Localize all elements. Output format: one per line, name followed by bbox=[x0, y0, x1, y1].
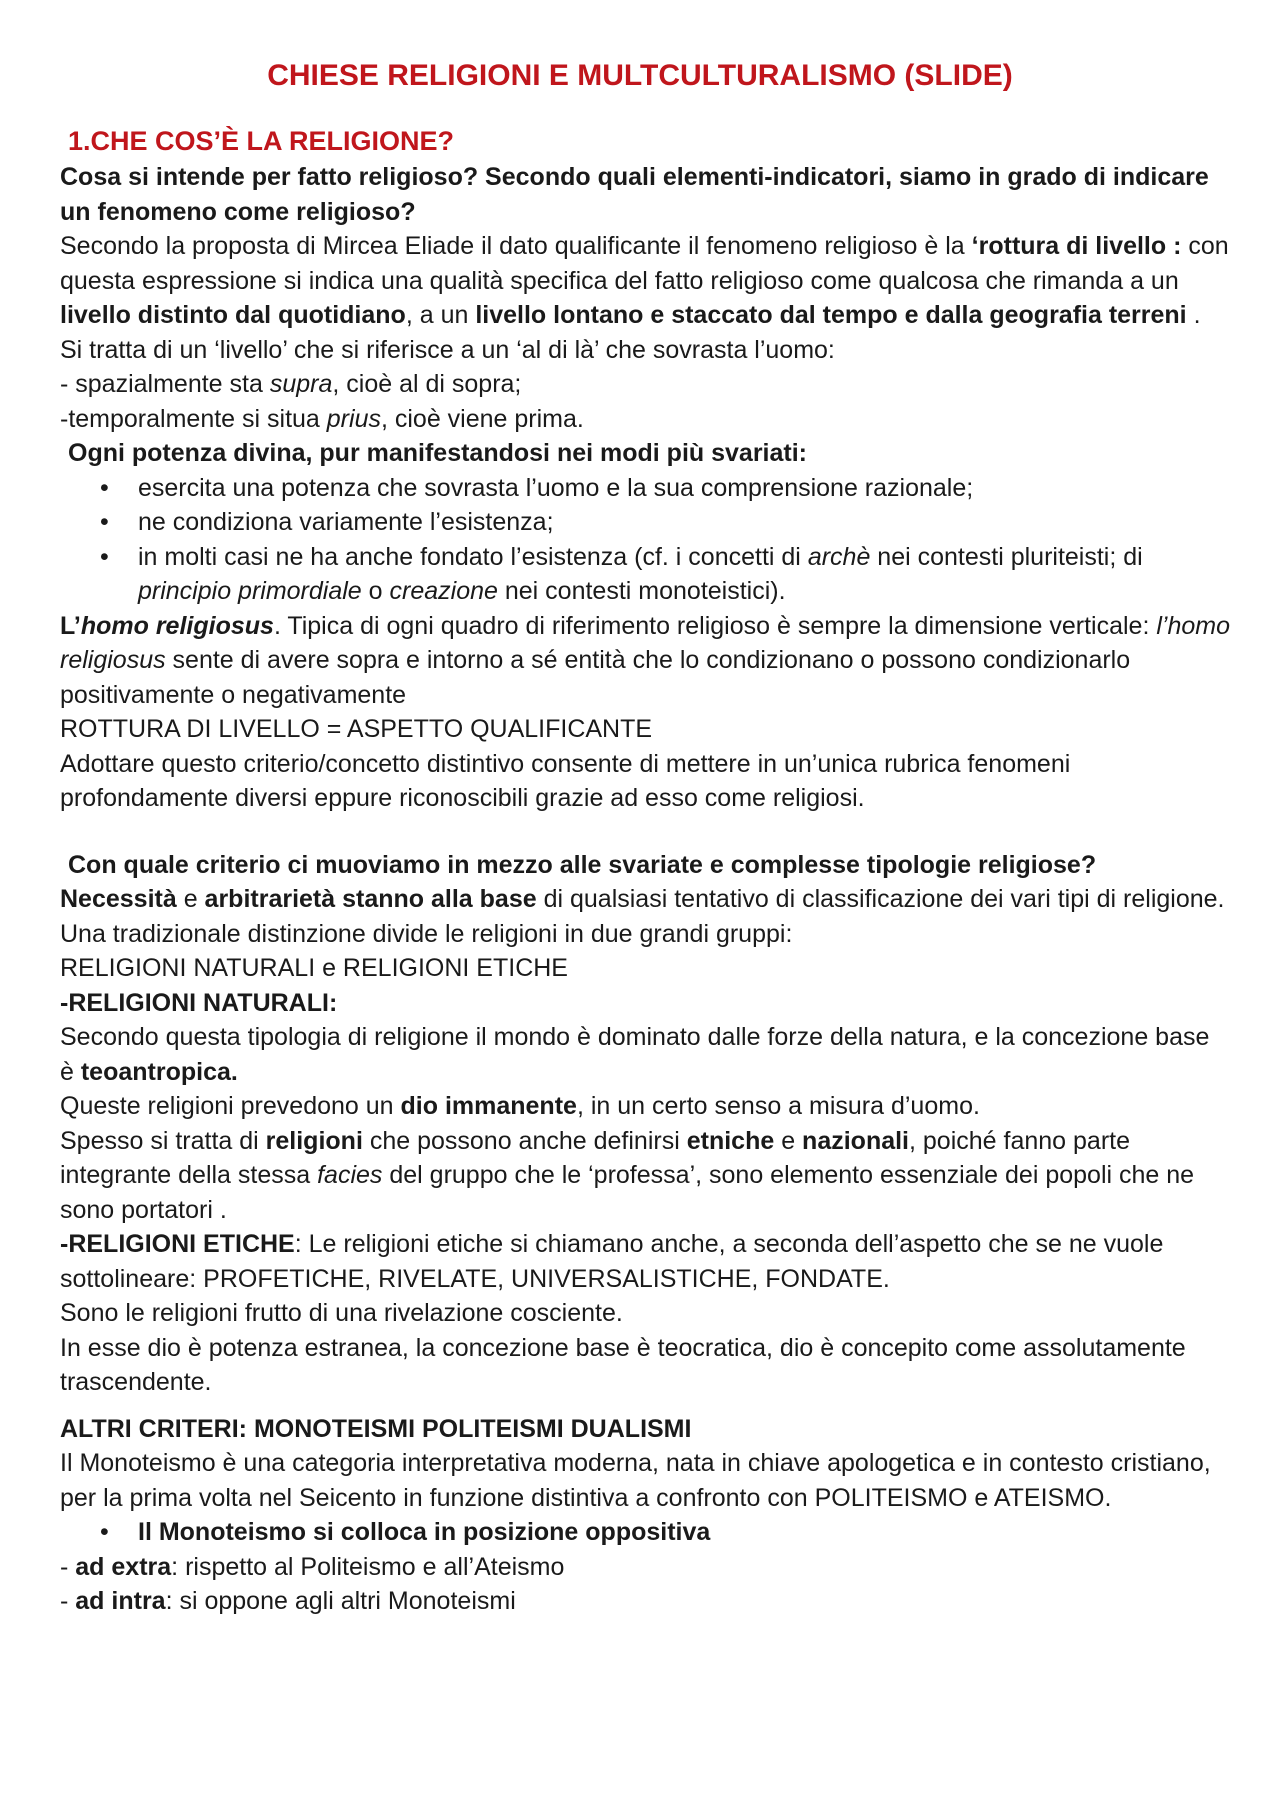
italic-span: principio primordiale bbox=[138, 577, 362, 605]
text-span: - bbox=[60, 1552, 76, 1581]
etiche-paragraph-2: Sono le religioni frutto di una rivelazione cosciente. bbox=[60, 1299, 623, 1327]
spacer bbox=[60, 816, 1230, 848]
text-span: Tipica di ogni quadro di riferimento religioso è sempre la dimensione verticale: bbox=[280, 611, 1157, 640]
text-span: -temporalmente si situa bbox=[60, 404, 327, 433]
text-span: - spazialmente sta bbox=[60, 370, 270, 398]
text-span: nei contesti pluriteisti; di bbox=[870, 542, 1143, 571]
necessita-paragraph bbox=[60, 882, 1230, 917]
text-span: e bbox=[774, 1126, 803, 1155]
bullet-icon: • bbox=[100, 473, 109, 502]
temporal-line bbox=[60, 402, 1230, 437]
bold-span: livello lontano e staccato dal tempo e dalla geografia terreni bbox=[475, 301, 1187, 329]
text-span: Secondo questa tipologia di religione il mondo è dominato dalle forze della natura, e la concezione base è bbox=[60, 1023, 1210, 1086]
text-span: - bbox=[60, 1587, 76, 1615]
bold-span: ‘rottura di livello : bbox=[971, 232, 1182, 260]
text-span: . bbox=[1186, 301, 1201, 329]
bold-span: livello distinto dal quotidiano bbox=[60, 301, 406, 329]
text-span: : rispetto al Politeismo e all’Ateismo bbox=[171, 1552, 565, 1581]
text-span: , in un certo senso a misura d’uomo. bbox=[576, 1092, 980, 1120]
naturali-paragraph-2 bbox=[60, 1089, 1230, 1124]
bold-span: Il Monoteismo si colloca in posizione oppositiva bbox=[138, 1518, 711, 1546]
bold-span: arbitrarietà stanno alla base bbox=[204, 885, 537, 913]
list-item bbox=[60, 540, 1230, 609]
text-span: Queste religioni prevedono un bbox=[60, 1092, 401, 1120]
groups-line: RELIGIONI NATURALI e RELIGIONI ETICHE bbox=[60, 954, 568, 982]
italic-span: supra bbox=[269, 370, 333, 398]
text-span: ne condiziona variamente l’esistenza; bbox=[138, 508, 554, 536]
monoteismo-list bbox=[60, 1515, 1230, 1550]
text-span: , a un bbox=[405, 301, 476, 329]
bold-span: religioni bbox=[265, 1126, 363, 1155]
ad-intra-line bbox=[60, 1584, 1230, 1619]
bold-span: ad extra bbox=[75, 1552, 172, 1581]
text-span: , cioè al di sopra; bbox=[332, 370, 522, 398]
etiche-paragraph-3: In esse dio è potenza estranea, la concezione base è teocratica, dio è concepito come assolutamente trascendente. bbox=[60, 1333, 1186, 1396]
italic-span: creazione bbox=[389, 577, 498, 605]
bold-span: -RELIGIONI NATURALI: bbox=[60, 988, 338, 1017]
text-span: : Le religioni etiche si chiamano anche, a seconda dell’aspetto che se ne vuole sottolineare: PROFETICHE, RIVELATE, UNIVERSALISTICHE, FONDATE. bbox=[60, 1230, 1164, 1293]
section-heading-1: 1.CHE COS’È LA RELIGIONE? bbox=[68, 126, 455, 156]
naturali-heading bbox=[60, 986, 1230, 1021]
adottare-paragraph: Adottare questo criterio/concetto distintivo consente di mettere in un’unica rubrica fenomeni profondamente diversi eppure riconoscibili grazie ad esso come religiosi. bbox=[60, 749, 1071, 812]
question-text: Cosa si intende per fatto religioso? Secondo quali elementi-indicatori, siamo in grado di indicare un fenomeno come religioso? bbox=[60, 163, 1209, 226]
altri-criteri-heading bbox=[60, 1412, 1230, 1447]
text-span: o bbox=[361, 577, 390, 605]
criterio-question bbox=[68, 848, 1230, 883]
text-span: e bbox=[176, 885, 205, 913]
list-item bbox=[60, 1515, 1230, 1550]
list-item bbox=[60, 471, 1230, 506]
bold-italic-span: homo religiosus bbox=[80, 611, 274, 640]
ad-extra-line bbox=[60, 1550, 1230, 1585]
italic-span: prius bbox=[326, 404, 381, 433]
bold-span: nazionali bbox=[802, 1126, 910, 1155]
bold-span: Ogni potenza divina, pur manifestandosi nei modi più svariati: bbox=[68, 439, 807, 467]
text-span: in molti casi ne ha anche fondato l’esistenza (cf. i concetti di bbox=[138, 542, 808, 571]
potenza-list bbox=[60, 471, 1230, 609]
question-paragraph bbox=[60, 160, 1230, 229]
italic-span: l’homo religiosus bbox=[60, 611, 1230, 674]
rottura-line: ROTTURA DI LIVELLO = ASPETTO QUALIFICANTE bbox=[60, 715, 653, 743]
potenza-heading bbox=[68, 436, 1230, 471]
monoteismo-paragraph: Il Monoteismo è una categoria interpretativa moderna, nata in chiave apologetica e in contesto cristiano, per la prima volta nel Seicento in funzione distintiva a confronto con POLITEISMO e ATEISMO. bbox=[60, 1449, 1211, 1512]
bullet-icon: • bbox=[100, 508, 109, 536]
bold-span: ad intra bbox=[75, 1587, 166, 1615]
text-span: Spesso si tratta di bbox=[60, 1126, 266, 1155]
text-span: . bbox=[273, 611, 281, 640]
bold-span: L’ bbox=[60, 611, 81, 640]
livello-paragraph: Si tratta di un ‘livello’ che si riferisce a un ‘al di là’ che sovrasta l’uomo: bbox=[60, 335, 835, 364]
text-span: Secondo la proposta di Mircea Eliade il dato qualificante il fenomeno religioso è la bbox=[60, 232, 972, 260]
bold-span: teoantropica. bbox=[80, 1057, 238, 1086]
eliade-paragraph bbox=[60, 229, 1230, 333]
text-span: di qualsiasi tentativo di classificazione dei vari tipi di religione. bbox=[536, 885, 1225, 913]
page-title: CHIESE RELIGIONI E MULTCULTURALISMO (SLIDE) bbox=[267, 59, 1013, 92]
text-span: con questa espressione si indica una qualità specifica del fatto religioso come qualcosa che rimanda a un bbox=[60, 232, 1229, 295]
spatial-line bbox=[60, 367, 1230, 402]
text-span: nei contesti monoteistici). bbox=[497, 577, 786, 605]
italic-span: archè bbox=[807, 542, 871, 571]
text-span: del gruppo che le ‘professa’, sono elemento essenziale dei popoli che ne sono portatori . bbox=[60, 1161, 1195, 1224]
bullet-icon: • bbox=[100, 542, 109, 571]
bullet-icon: • bbox=[100, 1518, 109, 1546]
bold-span: ALTRI CRITERI: MONOTEISMI POLITEISMI DUALISMI bbox=[60, 1414, 692, 1443]
bold-span: etniche bbox=[686, 1126, 775, 1155]
text-span: , cioè viene prima. bbox=[380, 404, 584, 433]
text-span: sente di avere sopra e intorno a sé entità che lo condizionano o possono condizionarlo positivamente o negativamente bbox=[60, 646, 1131, 709]
bold-span: Necessità bbox=[60, 885, 177, 913]
naturali-paragraph-1 bbox=[60, 1020, 1230, 1089]
etiche-paragraph bbox=[60, 1227, 1230, 1296]
text-span: che possono anche definirsi bbox=[362, 1126, 687, 1155]
naturali-paragraph-3 bbox=[60, 1124, 1230, 1228]
spacer bbox=[60, 1400, 1230, 1412]
homo-religiosus-paragraph bbox=[60, 609, 1230, 713]
bold-span: -RELIGIONI ETICHE bbox=[60, 1230, 295, 1258]
bold-span: dio immanente bbox=[400, 1092, 577, 1120]
list-item bbox=[60, 505, 1230, 540]
document-body bbox=[60, 122, 1230, 1619]
text-span: , poiché fanno parte integrante della stessa bbox=[60, 1126, 1131, 1189]
italic-span: facies bbox=[317, 1161, 383, 1189]
bold-span: Con quale criterio ci muoviamo in mezzo alle svariate e complesse tipologie religiose? bbox=[68, 850, 1097, 879]
text-span: esercita una potenza che sovrasta l’uomo e la sua comprensione razionale; bbox=[138, 473, 974, 502]
text-span: : si oppone agli altri Monoteismi bbox=[165, 1587, 516, 1615]
tradizionale-line: Una tradizionale distinzione divide le religioni in due grandi gruppi: bbox=[60, 919, 793, 948]
